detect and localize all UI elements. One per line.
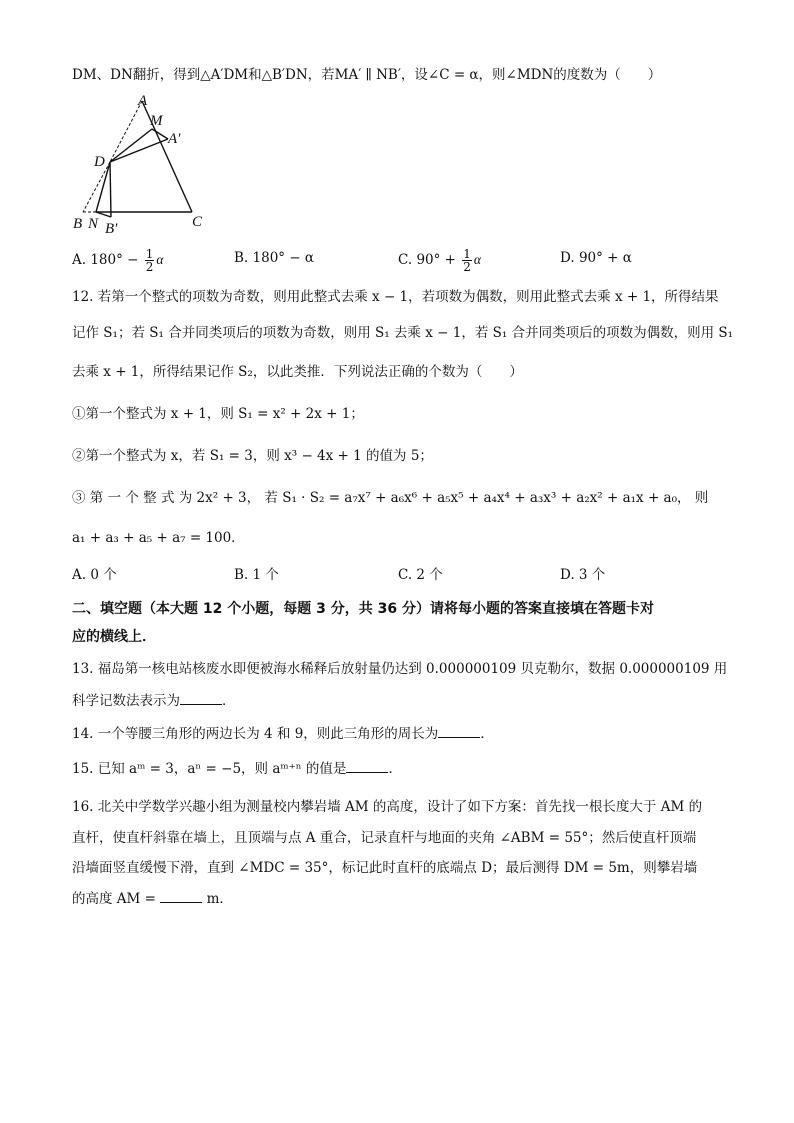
- q12-stem-line-1: 12. 若第一个整式的项数为奇数，则用此整式去乘 x − 1，若项数为偶数，则用此整式去乘 x + 1，所得结果: [72, 289, 719, 305]
- q16-line-4: 的高度 AM = m．: [72, 888, 233, 909]
- q12-statement-3-line-2: a₁ + a₃ + a₅ + a₇ = 100．: [72, 530, 245, 546]
- label-c: C: [192, 214, 203, 230]
- fraction-one-half: $\frac{1}{2}$: [145, 247, 154, 274]
- q11-option-d[interactable]: D. 90° + α: [560, 250, 632, 266]
- q12-statement-2: ②第一个整式为 x，若 S₁ = 3，则 x³ − 4x + 1 的值为 5；: [72, 448, 433, 464]
- dashed-line-ad: [110, 101, 142, 162]
- q13-line-1: 13. 福岛第一核电站核废水即便被海水稀释后放射量仍达到 0.000000109 贝克勒尔，数据 0.000000109 用: [72, 661, 728, 677]
- label-d: D: [94, 154, 105, 170]
- section-heading-line-1: 二、填空题（本大题 12 个小题，每题 3 分，共 36 分）请将每小题的答案直接填在答题卡对: [72, 601, 654, 617]
- answer-blank[interactable]: [438, 723, 480, 738]
- q11-option-c[interactable]: C. 90° + $\frac{1}{2}$ α: [398, 247, 481, 274]
- q11-triangle-figure: [70, 92, 220, 237]
- q11-option-a[interactable]: A. 180° − $\frac{1}{2}$ α: [72, 247, 164, 274]
- q12-option-c[interactable]: C. 2 个: [398, 567, 443, 583]
- q11-stem-line: DM、DN翻折，得到△A′DM和△B′DN，若MA′ ∥ NB′，设∠C = α，则∠MDN的度数为（ ）: [72, 67, 662, 83]
- q15-line: 15. 已知 aᵐ = 3，aⁿ = −5，则 aᵐ⁺ⁿ 的值是 ．: [72, 758, 402, 779]
- q12-statement-3-line-1: ③ 第 一 个 整 式 为 2x² + 3， 若 S₁ · S₂ = a₇x⁷ + a₆x⁶ + a₅x⁵ + a₄x⁴ + a₃x³ + a₂x² + a₁x + a₀， 则: [72, 490, 709, 506]
- label-a: A: [138, 93, 148, 109]
- q13-line-2: 科学记数法表示为 ．: [72, 690, 236, 711]
- q12-stem-line-2: 记作 S₁；若 S₁ 合并同类项后的项数为奇数，则用 S₁ 去乘 x − 1，若 S₁ 合并同类项后的项数为偶数，则用 S₁: [72, 325, 734, 341]
- q12-stem-line-3: 去乘 x + 1，所得结果记作 S₂，以此类推．下列说法正确的个数为（ ）: [72, 364, 523, 380]
- segment-nb-prime: [96, 212, 111, 217]
- answer-blank[interactable]: [180, 690, 222, 705]
- answer-blank[interactable]: [160, 888, 202, 903]
- q12-option-b[interactable]: B. 1 个: [234, 567, 279, 583]
- q16-line-1: 16. 北关中学数学兴趣小组为测量校内攀岩墙 AM 的高度，设计了如下方案：首先找一根长度大于 AM 的: [72, 799, 703, 815]
- label-b-prime: B′: [105, 221, 118, 237]
- fraction-one-half: $\frac{1}{2}$: [463, 247, 471, 274]
- q12-option-d[interactable]: D. 3 个: [560, 567, 606, 583]
- q16-line-3: 沿墙面竖直缓慢下滑，直到 ∠MDC = 35°，标记此时直杆的底端点 D；最后测得 DM = 5m，则攀岩墙: [72, 860, 698, 876]
- answer-blank[interactable]: [346, 758, 388, 773]
- q14-line: 14. 一个等腰三角形的两边长为 4 和 9，则此三角形的周长为 ．: [72, 723, 494, 744]
- label-a-prime: A′: [168, 131, 181, 147]
- q12-statement-1: ①第一个整式为 x + 1，则 S₁ = x² + 2x + 1；: [72, 406, 364, 422]
- segment-ma-prime: [152, 129, 168, 139]
- label-n: N: [88, 216, 99, 232]
- segment-da-prime: [110, 139, 168, 162]
- section-heading-line-2: 应的横线上．: [72, 629, 156, 645]
- q16-line-2: 直杆，使直杆斜靠在墙上，且顶端与点 A 重合，记录直杆与地面的夹角 ∠ABM = 55°；然后使直杆顶端: [72, 830, 697, 846]
- segment-dm: [110, 129, 152, 162]
- q11-option-b[interactable]: B. 180° − α: [234, 250, 315, 266]
- label-m: M: [150, 113, 163, 129]
- segment-db-prime: [110, 162, 111, 217]
- q12-option-a[interactable]: A. 0 个: [72, 567, 117, 583]
- label-b: B: [73, 216, 83, 232]
